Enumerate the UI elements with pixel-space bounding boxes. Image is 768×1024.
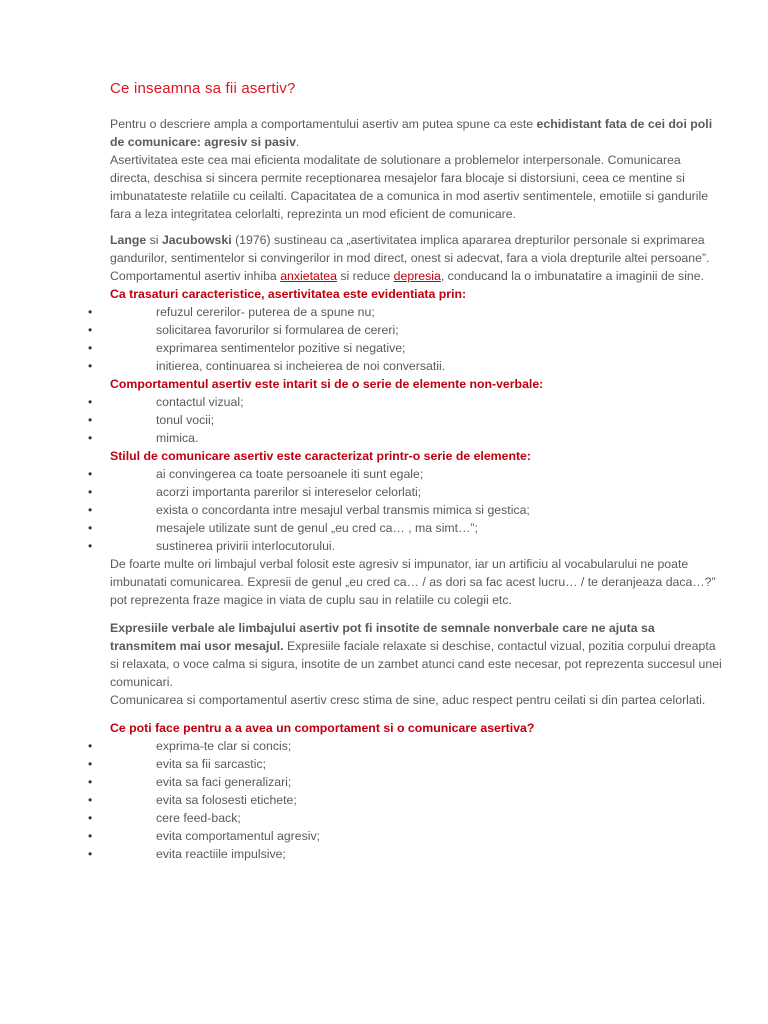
self-esteem-paragraph: Comunicarea si comportamentul asertiv cresc stima de sine, aduc respect pentru ceilati si din partea celorlati. bbox=[110, 693, 706, 707]
page-title: Ce inseamna sa fii asertiv? bbox=[110, 80, 296, 97]
list-item: • evita sa folosesti etichete; bbox=[110, 791, 722, 809]
list-item: • cere feed-back; bbox=[110, 809, 722, 827]
section-heading-tips: Ce poti face pentru a a avea un comportament si o comunicare asertiva? bbox=[110, 721, 535, 735]
section-heading-traits: Ca trasaturi caracteristice, asertivitatea este evidentiata prin: bbox=[110, 287, 467, 301]
list-item: • evita reactiile impulsive; bbox=[110, 845, 722, 863]
author-lange: Lange bbox=[110, 233, 147, 247]
list-item: • acorzi importanta parerilor si intereselor celorlati; bbox=[110, 483, 722, 501]
list-item: • exista o concordanta intre mesajul verbal transmis mimica si gestica; bbox=[110, 501, 722, 519]
intro-bold-text: echidistant fata de cei doi poli de comunicare: agresiv si pasiv bbox=[110, 117, 713, 149]
list-item: • evita comportamentul agresiv; bbox=[110, 827, 722, 845]
list-item: • evita sa fii sarcastic; bbox=[110, 755, 722, 773]
list-item: • mimica. bbox=[110, 429, 722, 447]
lange-paragraph bbox=[110, 231, 722, 267]
traits-list bbox=[110, 303, 722, 375]
list-item: • contactul vizual; bbox=[110, 393, 722, 411]
expressions-bold-text: Expresiile verbale ale limbajului asertiv pot fi insotite de semnale nonverbale care ne ajuta sa transmitem mai usor mesajul. bbox=[110, 621, 655, 653]
lange-quote: (1976) sustineau ca „asertivitatea implica apararea drepturilor personale si exprimarea gandurilor, sentimentelor si convingerilor in mod direct, onest si adecvat, fara a viola drepturile altei persoane”. bbox=[110, 233, 710, 265]
list-item: • ai convingerea ca toate persoanele iti sunt egale; bbox=[110, 465, 722, 483]
document-body bbox=[110, 115, 722, 863]
anxiety-link[interactable]: anxietatea bbox=[280, 269, 337, 283]
efficiency-paragraph: Asertivitatea este cea mai eficienta modalitate de solutionare a problemelor interpersonale. Comunicarea directa, deschisa si sincera permite receptionarea mesajelor fara blocaje si distorsiuni, ceea ce mentine si imbunatateste relatiile cu ceilalti. Capacitatea de a comunica in mod asertiv sentimentele, emotiile si gandurile fara a leza integritatea celorlalti, reprezinta un mod eficient de comunicare. bbox=[110, 153, 709, 221]
list-item: • refuzul cererilor- puterea de a spune nu; bbox=[110, 303, 722, 321]
author-jacubowski: Jacubowski bbox=[161, 233, 232, 247]
intro-end: . bbox=[295, 135, 300, 149]
intro-text: Pentru o descriere ampla a comportamentului asertiv am putea spune ca este bbox=[110, 117, 537, 131]
list-item: • mesajele utilizate sunt de genul „eu cred ca… , ma simt…”; bbox=[110, 519, 722, 537]
section-heading-style: Stilul de comunicare asertiv este caracterizat printr-o serie de elemente: bbox=[110, 449, 531, 463]
tips-list bbox=[110, 737, 722, 863]
intro-paragraph bbox=[110, 115, 722, 151]
list-item: • solicitarea favorurilor si formularea de cereri; bbox=[110, 321, 722, 339]
inhibition-text-3: , conducand la o imbunatatire a imaginii de sine. bbox=[440, 269, 705, 283]
expressions-text: Expresiile faciale relaxate si deschise, contactul vizual, pozitia corpului dreapta si relaxata, o voce calma si sigura, insotite de un zambet atunci cand este necesar, pot reprezenta succesul unei comunicari. bbox=[110, 639, 722, 689]
inhibition-text-2: si reduce bbox=[336, 269, 394, 283]
inhibition-paragraph bbox=[110, 267, 722, 285]
inhibition-text-1: Comportamentul asertiv inhiba bbox=[110, 269, 281, 283]
list-item: • tonul vocii; bbox=[110, 411, 722, 429]
list-item: • evita sa faci generalizari; bbox=[110, 773, 722, 791]
depression-link[interactable]: depresia bbox=[393, 269, 441, 283]
list-item: • exprimarea sentimentelor pozitive si negative; bbox=[110, 339, 722, 357]
language-paragraph: De foarte multe ori limbajul verbal folosit este agresiv si impunator, iar un artificiu al vocabularului ne poate imbunatati comunicarea. Expresii de genul „eu cred ca… / as dori sa fac acest lucru… / te deranjeaza daca…?” pot reprezenta fraze magice in viata de cuplu sau in relatiile cu colegii etc. bbox=[110, 557, 716, 607]
expressions-paragraph bbox=[110, 619, 722, 691]
list-item: • exprima-te clar si concis; bbox=[110, 737, 722, 755]
section-heading-nonverbal: Comportamentul asertiv este intarit si de o serie de elemente non-verbale: bbox=[110, 377, 544, 391]
style-list bbox=[110, 465, 722, 555]
list-item: • sustinerea privirii interlocutorului. bbox=[110, 537, 722, 555]
nonverbal-list bbox=[110, 393, 722, 447]
author-connector: si bbox=[146, 233, 162, 247]
list-item: • initierea, continuarea si incheierea de noi conversatii. bbox=[110, 357, 722, 375]
